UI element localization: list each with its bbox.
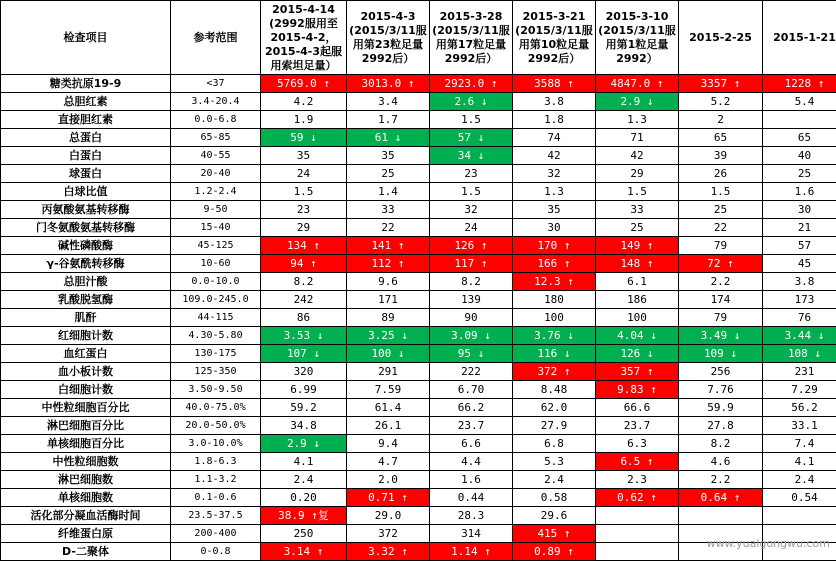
result-cell: 174 xyxy=(679,291,763,309)
result-cell: 45 xyxy=(763,255,836,273)
reference-range: 0.1-0.6 xyxy=(171,489,261,507)
test-item-name: 中性粒细胞百分比 xyxy=(1,399,171,417)
result-cell: 0.54 xyxy=(763,489,836,507)
result-cell: 8.2 xyxy=(261,273,347,291)
result-cell-high: 1228 ↑ xyxy=(763,75,836,93)
result-cell: 71 xyxy=(596,129,679,147)
test-item-name: 乳酸脱氢酶 xyxy=(1,291,171,309)
test-item-name: 中性粒细胞数 xyxy=(1,453,171,471)
test-item-name: 直接胆红素 xyxy=(1,111,171,129)
table-row xyxy=(1,381,836,399)
reference-range: 20-40 xyxy=(171,165,261,183)
result-cell: 90 xyxy=(430,309,513,327)
result-cell: 1.5 xyxy=(261,183,347,201)
result-cell: 65 xyxy=(763,129,836,147)
result-cell-high: 38.9 ↑复 xyxy=(261,507,347,525)
result-cell: 100 xyxy=(596,309,679,327)
test-item-name: 碱性磷酸酶 xyxy=(1,237,171,255)
column-header: 2015-3-28 (2015/3/11服用第17粒足量2992后） xyxy=(430,1,513,75)
column-header: 2015-1-21 xyxy=(763,1,836,75)
result-cell-high: 117 ↑ xyxy=(430,255,513,273)
result-cell-low: 100 ↓ xyxy=(347,345,430,363)
result-cell: 8.2 xyxy=(430,273,513,291)
result-cell: 2.3 xyxy=(596,471,679,489)
result-cell xyxy=(763,507,836,525)
result-cell: 30 xyxy=(513,219,596,237)
result-cell: 32 xyxy=(513,165,596,183)
table-row xyxy=(1,399,836,417)
test-item-name: 单核细胞百分比 xyxy=(1,435,171,453)
result-cell: 1.9 xyxy=(261,111,347,129)
result-cell: 25 xyxy=(347,165,430,183)
result-cell: 1.5 xyxy=(430,183,513,201)
result-cell: 25 xyxy=(679,201,763,219)
result-cell-high: 0.64 ↑ xyxy=(679,489,763,507)
result-cell: 33.1 xyxy=(763,417,836,435)
test-item-name: 球蛋白 xyxy=(1,165,171,183)
result-cell: 100 xyxy=(513,309,596,327)
column-header: 2015-4-3 (2015/3/11服用第23粒足量2992后） xyxy=(347,1,430,75)
result-cell: 5.3 xyxy=(513,453,596,471)
table-row xyxy=(1,147,836,165)
result-cell-low: 3.49 ↓ xyxy=(679,327,763,345)
result-cell: 242 xyxy=(261,291,347,309)
result-cell: 6.99 xyxy=(261,381,347,399)
table-row xyxy=(1,453,836,471)
result-cell: 1.6 xyxy=(763,183,836,201)
result-cell: 66.2 xyxy=(430,399,513,417)
result-cell-high: 5769.0 ↑ xyxy=(261,75,347,93)
result-cell-high: 1.14 ↑ xyxy=(430,543,513,561)
result-cell: 42 xyxy=(596,147,679,165)
result-cell: 372 xyxy=(347,525,430,543)
result-cell-low: 3.76 ↓ xyxy=(513,327,596,345)
test-item-name: 血红蛋白 xyxy=(1,345,171,363)
result-cell: 0.20 xyxy=(261,489,347,507)
table-row xyxy=(1,327,836,345)
result-cell: 35 xyxy=(513,201,596,219)
result-cell-high: 0.89 ↑ xyxy=(513,543,596,561)
result-cell: 4.1 xyxy=(763,453,836,471)
result-cell: 1.5 xyxy=(596,183,679,201)
result-cell: 2 xyxy=(679,111,763,129)
result-cell: 139 xyxy=(430,291,513,309)
result-cell: 29.6 xyxy=(513,507,596,525)
result-cell: 173 xyxy=(763,291,836,309)
test-item-name: 红细胞计数 xyxy=(1,327,171,345)
result-cell-high: 94 ↑ xyxy=(261,255,347,273)
result-cell: 61.4 xyxy=(347,399,430,417)
table-row xyxy=(1,507,836,525)
result-cell: 1.3 xyxy=(513,183,596,201)
result-cell: 4.4 xyxy=(430,453,513,471)
result-cell-low: 4.04 ↓ xyxy=(596,327,679,345)
result-cell: 4.7 xyxy=(347,453,430,471)
result-cell: 59.9 xyxy=(679,399,763,417)
table-row xyxy=(1,165,836,183)
result-cell: 3.8 xyxy=(513,93,596,111)
result-cell-low: 3.09 ↓ xyxy=(430,327,513,345)
test-item-name: 总胆红素 xyxy=(1,93,171,111)
reference-range: 0.0-10.0 xyxy=(171,273,261,291)
column-header: 2015-4-14 (2992服用至2015-4-2，2015-4-3起服用索坦足量） xyxy=(261,1,347,75)
result-cell: 27.8 xyxy=(679,417,763,435)
result-cell: 0.58 xyxy=(513,489,596,507)
result-cell xyxy=(679,507,763,525)
table-row xyxy=(1,111,836,129)
test-item-name: 白球比值 xyxy=(1,183,171,201)
result-cell-high: 72 ↑ xyxy=(679,255,763,273)
result-cell: 34.8 xyxy=(261,417,347,435)
result-cell: 27.9 xyxy=(513,417,596,435)
table-row xyxy=(1,471,836,489)
reference-range: 40-55 xyxy=(171,147,261,165)
result-cell-high: 3357 ↑ xyxy=(679,75,763,93)
reference-range: 4.30-5.80 xyxy=(171,327,261,345)
reference-range: 1.1-3.2 xyxy=(171,471,261,489)
table-body xyxy=(1,75,836,561)
result-cell-low: 3.25 ↓ xyxy=(347,327,430,345)
result-cell: 2.2 xyxy=(679,273,763,291)
result-cell-high: 4847.0 ↑ xyxy=(596,75,679,93)
reference-range: 9-50 xyxy=(171,201,261,219)
result-cell-low: 61 ↓ xyxy=(347,129,430,147)
result-cell: 1.8 xyxy=(513,111,596,129)
result-cell: 0.44 xyxy=(430,489,513,507)
column-header: 2015-3-10 (2015/3/11服用第1粒足量2992） xyxy=(596,1,679,75)
result-cell: 1.7 xyxy=(347,111,430,129)
result-cell-low: 2.9 ↓ xyxy=(596,93,679,111)
result-cell: 8.2 xyxy=(679,435,763,453)
reference-range: 40.0-75.0% xyxy=(171,399,261,417)
reference-range: 130-175 xyxy=(171,345,261,363)
result-cell: 23 xyxy=(261,201,347,219)
result-cell: 314 xyxy=(430,525,513,543)
result-cell-high: 2923.0 ↑ xyxy=(430,75,513,93)
result-cell-low: 95 ↓ xyxy=(430,345,513,363)
test-item-name: 血小板计数 xyxy=(1,363,171,381)
result-cell: 2.4 xyxy=(763,471,836,489)
result-cell: 3.8 xyxy=(763,273,836,291)
result-cell: 79 xyxy=(679,309,763,327)
result-cell: 33 xyxy=(596,201,679,219)
test-item-name: D-二聚体 xyxy=(1,543,171,561)
result-cell-low: 3.44 ↓ xyxy=(763,327,836,345)
result-cell: 30 xyxy=(763,201,836,219)
result-cell: 320 xyxy=(261,363,347,381)
result-cell: 8.48 xyxy=(513,381,596,399)
result-cell-low: 109 ↓ xyxy=(679,345,763,363)
result-cell: 5.4 xyxy=(763,93,836,111)
result-cell: 40 xyxy=(763,147,836,165)
result-cell: 250 xyxy=(261,525,347,543)
result-cell: 21 xyxy=(763,219,836,237)
result-cell-high: 0.62 ↑ xyxy=(596,489,679,507)
result-cell xyxy=(596,507,679,525)
result-cell: 39 xyxy=(679,147,763,165)
result-cell-high: 148 ↑ xyxy=(596,255,679,273)
reference-range: 200-400 xyxy=(171,525,261,543)
table-row xyxy=(1,183,836,201)
result-cell-high: 112 ↑ xyxy=(347,255,430,273)
reference-range: 20.0-50.0% xyxy=(171,417,261,435)
result-cell-low: 57 ↓ xyxy=(430,129,513,147)
result-cell: 42 xyxy=(513,147,596,165)
result-cell: 9.6 xyxy=(347,273,430,291)
result-cell: 74 xyxy=(513,129,596,147)
table-row xyxy=(1,273,836,291)
result-cell: 23.7 xyxy=(596,417,679,435)
result-cell: 35 xyxy=(347,147,430,165)
result-cell: 1.5 xyxy=(430,111,513,129)
result-cell: 26 xyxy=(679,165,763,183)
table-row xyxy=(1,345,836,363)
result-cell-low: 116 ↓ xyxy=(513,345,596,363)
table-row xyxy=(1,435,836,453)
reference-range: 44-115 xyxy=(171,309,261,327)
result-cell: 6.70 xyxy=(430,381,513,399)
result-cell: 57 xyxy=(763,237,836,255)
result-cell: 171 xyxy=(347,291,430,309)
test-item-name: 门冬氨酸氨基转移酶 xyxy=(1,219,171,237)
result-cell-high: 9.83 ↑ xyxy=(596,381,679,399)
result-cell: 3.4 xyxy=(347,93,430,111)
result-cell: 231 xyxy=(763,363,836,381)
result-cell: 5.2 xyxy=(679,93,763,111)
test-item-name: 活化部分凝血活酶时间 xyxy=(1,507,171,525)
result-cell-high: 357 ↑ xyxy=(596,363,679,381)
result-cell-high: 0.71 ↑ xyxy=(347,489,430,507)
header-row xyxy=(1,1,836,75)
result-cell: 2.2 xyxy=(679,471,763,489)
reference-range: 109.0-245.0 xyxy=(171,291,261,309)
column-header: 参考范围 xyxy=(171,1,261,75)
result-cell-low: 107 ↓ xyxy=(261,345,347,363)
result-cell: 7.29 xyxy=(763,381,836,399)
table-row xyxy=(1,489,836,507)
result-cell: 1.6 xyxy=(430,471,513,489)
result-cell: 28.3 xyxy=(430,507,513,525)
result-cell: 256 xyxy=(679,363,763,381)
result-cell: 4.1 xyxy=(261,453,347,471)
result-cell-high: 372 ↑ xyxy=(513,363,596,381)
result-cell: 24 xyxy=(430,219,513,237)
column-header: 检查项目 xyxy=(1,1,171,75)
result-cell: 291 xyxy=(347,363,430,381)
reference-range: 0.0-6.8 xyxy=(171,111,261,129)
table-row xyxy=(1,129,836,147)
table-row xyxy=(1,291,836,309)
test-item-name: 单核细胞数 xyxy=(1,489,171,507)
result-cell: 62.0 xyxy=(513,399,596,417)
result-cell: 22 xyxy=(679,219,763,237)
test-item-name: 纤维蛋白原 xyxy=(1,525,171,543)
result-cell-low: 2.9 ↓ xyxy=(261,435,347,453)
result-cell: 180 xyxy=(513,291,596,309)
test-item-name: 淋巴细胞数 xyxy=(1,471,171,489)
result-cell: 35 xyxy=(261,147,347,165)
result-cell-high: 166 ↑ xyxy=(513,255,596,273)
result-cell: 9.4 xyxy=(347,435,430,453)
table-row xyxy=(1,219,836,237)
result-cell xyxy=(763,111,836,129)
reference-range: 65-85 xyxy=(171,129,261,147)
result-cell: 33 xyxy=(347,201,430,219)
result-cell-high: 126 ↑ xyxy=(430,237,513,255)
result-cell xyxy=(596,525,679,543)
result-cell-high: 3013.0 ↑ xyxy=(347,75,430,93)
result-cell-low: 108 ↓ xyxy=(763,345,836,363)
result-cell: 4.6 xyxy=(679,453,763,471)
result-cell-high: 149 ↑ xyxy=(596,237,679,255)
test-item-name: 白细胞计数 xyxy=(1,381,171,399)
result-cell: 24 xyxy=(261,165,347,183)
result-cell: 6.1 xyxy=(596,273,679,291)
result-cell: 29.0 xyxy=(347,507,430,525)
table-row xyxy=(1,93,836,111)
reference-range: 1.8-6.3 xyxy=(171,453,261,471)
column-header: 2015-3-21 (2015/3/11服用第10粒足量2992后） xyxy=(513,1,596,75)
result-cell: 7.59 xyxy=(347,381,430,399)
reference-range: 3.4-20.4 xyxy=(171,93,261,111)
result-cell: 86 xyxy=(261,309,347,327)
result-cell: 29 xyxy=(261,219,347,237)
result-cell: 1.4 xyxy=(347,183,430,201)
test-item-name: γ-谷氨酰转移酶 xyxy=(1,255,171,273)
table-row xyxy=(1,237,836,255)
reference-range: <37 xyxy=(171,75,261,93)
result-cell: 22 xyxy=(347,219,430,237)
result-cell: 23.7 xyxy=(430,417,513,435)
test-item-name: 总胆汁酸 xyxy=(1,273,171,291)
result-cell-high: 415 ↑ xyxy=(513,525,596,543)
reference-range: 15-40 xyxy=(171,219,261,237)
table-row xyxy=(1,201,836,219)
result-cell: 6.3 xyxy=(596,435,679,453)
result-cell: 222 xyxy=(430,363,513,381)
result-cell-high: 3.32 ↑ xyxy=(347,543,430,561)
reference-range: 10-60 xyxy=(171,255,261,273)
table-row xyxy=(1,309,836,327)
table-row xyxy=(1,75,836,93)
reference-range: 3.50-9.50 xyxy=(171,381,261,399)
result-cell: 2.4 xyxy=(261,471,347,489)
reference-range: 3.0-10.0% xyxy=(171,435,261,453)
result-cell: 32 xyxy=(430,201,513,219)
watermark: www.yualgongwu.com xyxy=(707,537,830,550)
result-cell-high: 3588 ↑ xyxy=(513,75,596,93)
result-cell: 29 xyxy=(596,165,679,183)
reference-range: 0-0.8 xyxy=(171,543,261,561)
result-cell: 7.76 xyxy=(679,381,763,399)
result-cell: 7.4 xyxy=(763,435,836,453)
result-cell-high: 134 ↑ xyxy=(261,237,347,255)
test-item-name: 白蛋白 xyxy=(1,147,171,165)
result-cell: 66.6 xyxy=(596,399,679,417)
result-cell: 25 xyxy=(763,165,836,183)
result-cell-low: 59 ↓ xyxy=(261,129,347,147)
result-cell: 23 xyxy=(430,165,513,183)
result-cell: 2.4 xyxy=(513,471,596,489)
result-cell: 26.1 xyxy=(347,417,430,435)
result-cell-high: 3.14 ↑ xyxy=(261,543,347,561)
reference-range: 23.5-37.5 xyxy=(171,507,261,525)
result-cell: 4.2 xyxy=(261,93,347,111)
test-item-name: 丙氨酸氨基转移酶 xyxy=(1,201,171,219)
result-cell: 59.2 xyxy=(261,399,347,417)
column-header: 2015-2-25 xyxy=(679,1,763,75)
result-cell: 1.5 xyxy=(679,183,763,201)
result-cell-low: 34 ↓ xyxy=(430,147,513,165)
result-cell: 186 xyxy=(596,291,679,309)
test-item-name: 肌酐 xyxy=(1,309,171,327)
reference-range: 1.2-2.4 xyxy=(171,183,261,201)
result-cell: 1.3 xyxy=(596,111,679,129)
result-cell-high: 12.3 ↑ xyxy=(513,273,596,291)
test-item-name: 淋巴细胞百分比 xyxy=(1,417,171,435)
table-row xyxy=(1,417,836,435)
result-cell: 65 xyxy=(679,129,763,147)
result-cell-low: 3.53 ↓ xyxy=(261,327,347,345)
test-item-name: 总蛋白 xyxy=(1,129,171,147)
result-cell-low: 126 ↓ xyxy=(596,345,679,363)
result-cell-high: 141 ↑ xyxy=(347,237,430,255)
result-cell-high: 170 ↑ xyxy=(513,237,596,255)
reference-range: 125-350 xyxy=(171,363,261,381)
result-cell: 76 xyxy=(763,309,836,327)
result-cell: 6.8 xyxy=(513,435,596,453)
result-cell-low: 2.6 ↓ xyxy=(430,93,513,111)
result-cell-high: 6.5 ↑ xyxy=(596,453,679,471)
result-cell: 79 xyxy=(679,237,763,255)
result-cell: 6.6 xyxy=(430,435,513,453)
table-row xyxy=(1,363,836,381)
table-row xyxy=(1,255,836,273)
result-cell: 25 xyxy=(596,219,679,237)
reference-range: 45-125 xyxy=(171,237,261,255)
result-cell: 56.2 xyxy=(763,399,836,417)
test-item-name: 糖类抗原19-9 xyxy=(1,75,171,93)
result-cell: 89 xyxy=(347,309,430,327)
result-cell: 2.0 xyxy=(347,471,430,489)
